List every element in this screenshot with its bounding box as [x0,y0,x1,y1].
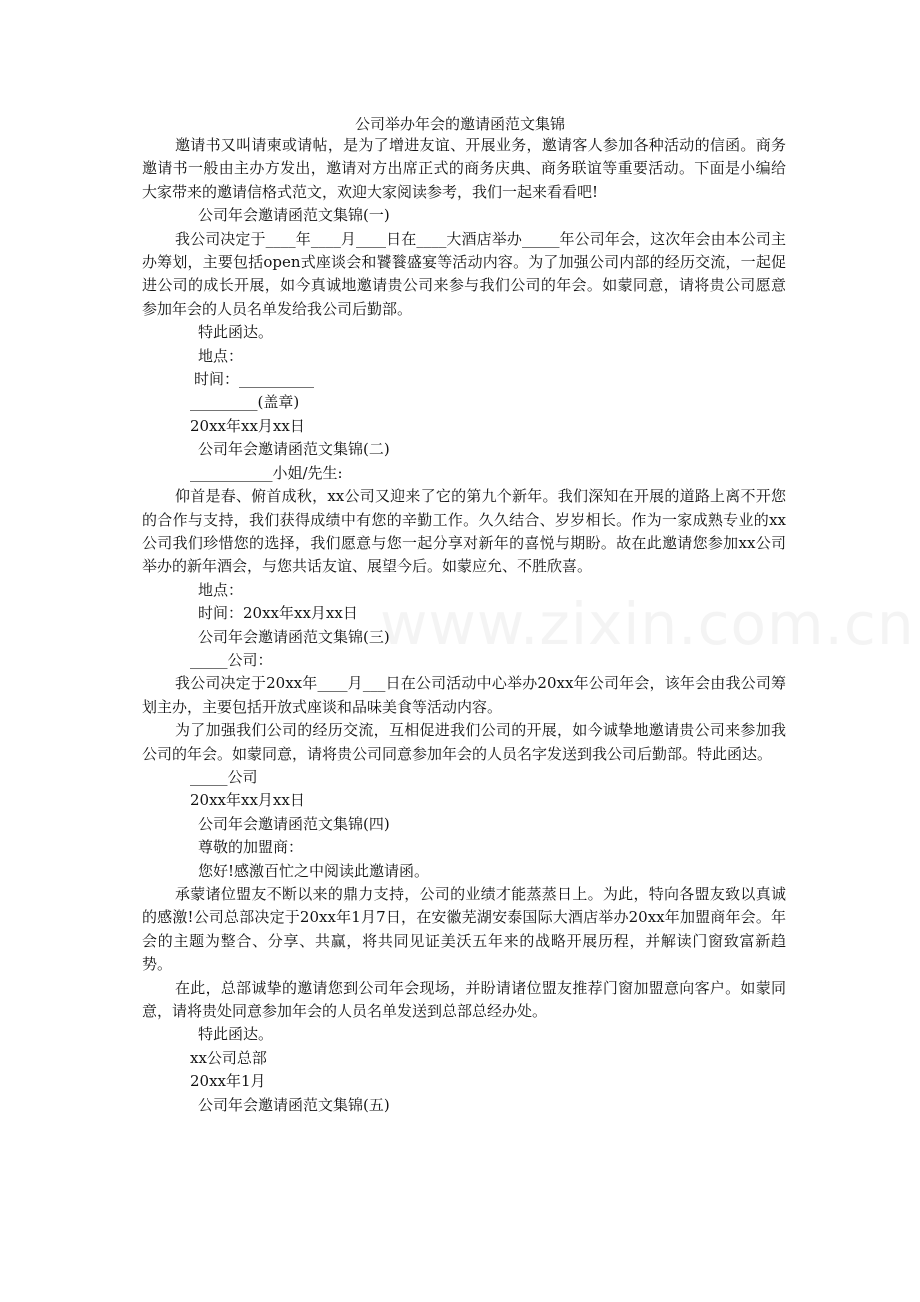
section-4-salutation: 尊敬的加盟商： [198,838,304,857]
section-1-line-location: 地点： [198,346,244,365]
section-heading-3: 公司年会邀请函范文集锦(三) [198,627,390,646]
section-3-line-date: 20xx年xx月xx日 [190,791,305,810]
section-4-line-date: 20xx年1月 [190,1072,266,1091]
section-4-line-closing: 特此函达。 [198,1025,274,1044]
section-3-line-company: _____公司 [190,767,258,786]
section-1-body: 我公司决定于____年____月____日在____大酒店举办_____年公司年会，这次年会由本公司主办筹划，主要包括open式座谈会和饕餮盛宴等活动内容。为了加强公司内部的经历交流，一起促进公司的成长开展，如今真诚地邀请贵公司来参与我们公司的年会。如蒙同意，请将贵公司愿意参加年会的人员名单发给我公司后勤部。 [142,229,786,318]
section-heading-5: 公司年会邀请函范文集锦(五) [198,1095,390,1114]
section-1-line-time: 时间：__________ [194,370,315,389]
section-heading-4: 公司年会邀请函范文集锦(四) [198,814,390,833]
section-3-body-2: 为了加强我们公司的经历交流，互相促进我们公司的开展，如今诚挚地邀请贵公司来参加我公司的年会。如蒙同意，请将贵公司同意参加年会的人员名字发送到我公司后勤部。特此函达。 [142,721,786,763]
section-2-salutation: ___________小姐/先生: [190,463,343,482]
section-2-body: 仰首是春、俯首成秋，xx公司又迎来了它的第九个新年。我们深知在开展的道路上离不开您的合作与支持，我们获得成绩中有您的辛勤工作。久久结合、岁岁相长。作为一家成熟专业的xx公司我们珍惜您的选择，我们愿意与您一起分享对新年的喜悦与期盼。故在此邀请您参加xx公司举办的新年酒会，与您共话友谊、展望今后。如蒙应允、不胜欣喜。 [142,487,786,576]
section-4-body: 承蒙诸位盟友不断以来的鼎力支持，公司的业绩才能蒸蒸日上。为此，特向各盟友致以真诚的感激!公司总部决定于20xx年1月7日，在安徽芜湖安泰国际大酒店举办20xx年加盟商年会。年会的主题为整合、分享、共赢，将共同见证美沃五年来的战略开展历程，并解读门窗致富新趋势。 [142,885,786,974]
section-4-greeting: 您好!感激百忙之中阅读此邀请函。 [198,861,430,880]
section-2-line-location: 地点： [198,580,244,599]
section-4-body-2: 在此，总部诚挚的邀请您到公司年会现场，并盼请诸位盟友推荐门窗加盟意向客户。如蒙同意，请将贵处同意参加年会的人员名单发送到总部总经办处。 [142,978,786,1021]
document-body [142,134,786,1117]
section-1-line-date: 20xx年xx月xx日 [190,416,305,435]
section-3-body: 我公司决定于20xx年____月___日在公司活动中心举办20xx年公司年会，该年会由我公司筹划主办，主要包括开放式座谈和品味美食等活动内容。 [142,674,786,716]
section-2-line-time: 时间：20xx年xx月xx日 [198,604,358,623]
section-3-salutation: _____公司： [190,650,273,669]
page-title: 公司举办年会的邀请函范文集锦 [354,115,565,133]
watermark: www.zixin.com.cn [380,590,915,658]
section-4-line-company: xx公司总部 [190,1048,267,1067]
section-heading-1: 公司年会邀请函范文集锦(一) [198,206,390,225]
section-1-line-closing: 特此函达。 [198,323,274,342]
intro-paragraph: 邀请书又叫请柬或请帖，是为了增进友谊、开展业务，邀请客人参加各种活动的信函。商务邀请书一般由主办方发出，邀请对方出席正式的商务庆典、商务联谊等重要活动。下面是小编给大家带来的邀请信格式范文，欢迎大家阅读参考，我们一起来看看吧! [142,136,786,201]
section-1-line-seal: _________(盖章) [190,393,300,412]
section-heading-2: 公司年会邀请函范文集锦(二) [198,440,390,459]
